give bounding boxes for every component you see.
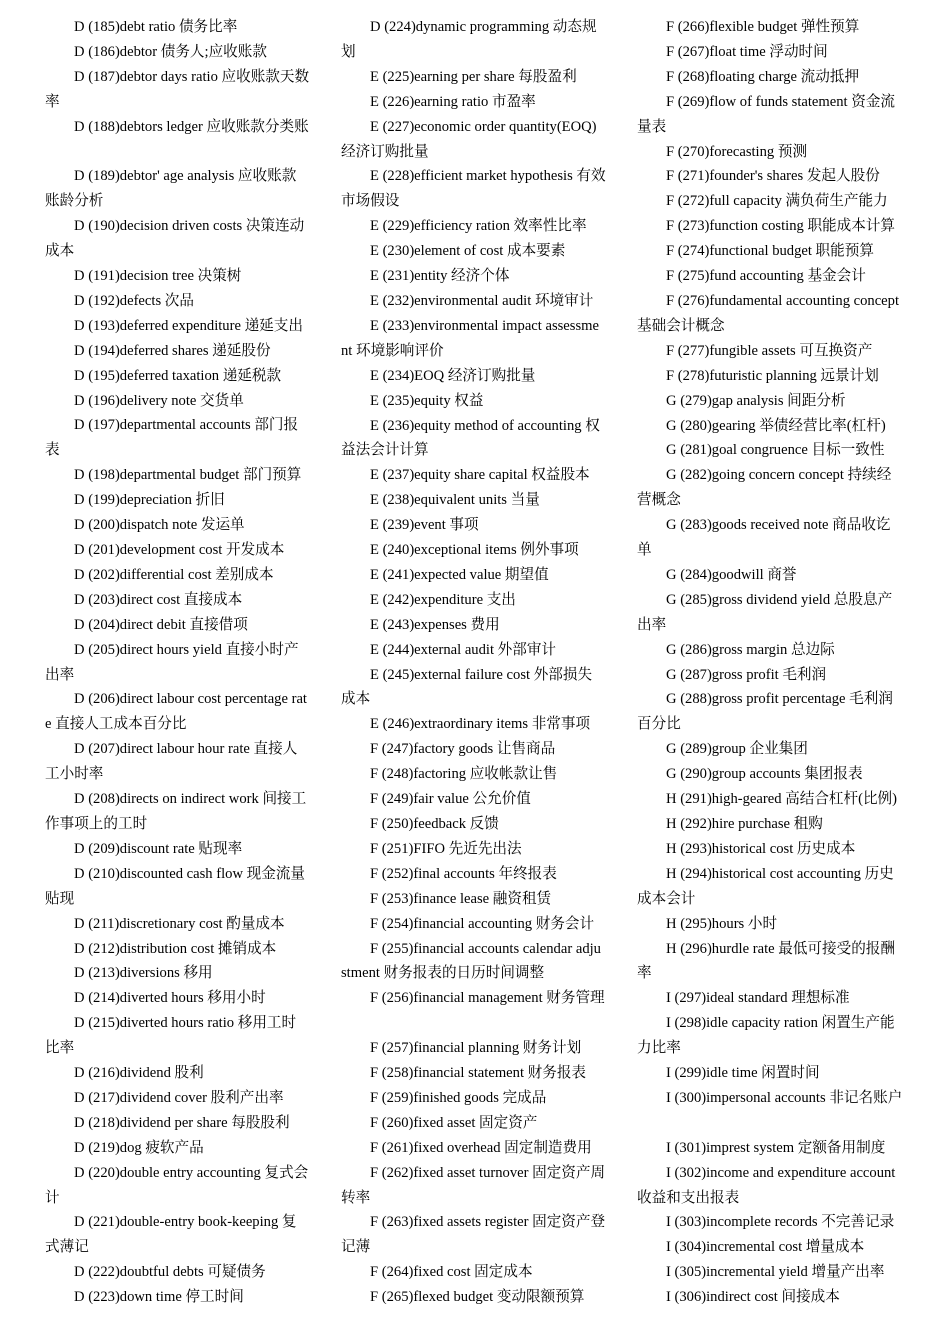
glossary-entry: D (220)double entry accounting 复式会计 (45, 1164, 309, 1206)
glossary-entry: D (200)dispatch note 发运单 (74, 517, 245, 534)
glossary-entry: F (249)fair value 公允价值 (370, 791, 531, 808)
glossary-entry: E (231)entity 经济个体 (370, 268, 510, 285)
glossary-entry: E (238)equivalent units 当量 (370, 492, 540, 509)
glossary-entry: D (221)double-entry book-keeping 复式薄记 (45, 1214, 297, 1256)
glossary-entry: G (286)gross margin 总边际 (666, 641, 835, 658)
glossary-entry: F (272)full capacity 满负荷生产能力 (666, 193, 888, 210)
glossary-column-1 (45, 15, 310, 1310)
glossary-entry: F (255)financial accounts calendar adjustment 财务报表的日历时间调整 (341, 940, 601, 982)
glossary-entry: D (210)discounted cash flow 现金流量贴现 (45, 865, 306, 907)
glossary-entry: F (256)financial management 财务管理 (370, 990, 605, 1007)
glossary-entry: F (268)floating charge 流动抵押 (666, 68, 860, 85)
glossary-entry: D (209)discount rate 贴现率 (74, 840, 243, 857)
glossary-entry: D (196)delivery note 交货单 (74, 392, 244, 409)
glossary-entry: F (261)fixed overhead 固定制造费用 (370, 1139, 592, 1156)
glossary-entry: D (205)direct hours yield 直接小时产出率 (45, 641, 299, 683)
glossary-entry: F (267)float time 浮动时间 (666, 43, 828, 60)
glossary-entry: F (278)futuristic planning 远景计划 (666, 367, 879, 384)
glossary-entry: I (304)incremental cost 增量成本 (666, 1239, 865, 1256)
glossary-entry: F (274)functional budget 职能预算 (666, 243, 874, 260)
glossary-entry: F (257)financial planning 财务计划 (370, 1040, 582, 1057)
glossary-entry: E (240)exceptional items 例外事项 (370, 542, 579, 559)
glossary-entry: E (245)external failure cost 外部损失成本 (341, 666, 593, 708)
glossary-entry: I (299)idle time 闲置时间 (666, 1065, 820, 1082)
glossary-entry: I (303)incomplete records 不完善记录 (666, 1214, 895, 1231)
glossary-entry: E (239)event 事项 (370, 517, 479, 534)
glossary-entry: F (262)fixed asset turnover 固定资产周转率 (341, 1164, 606, 1206)
glossary-entry: F (275)fund accounting 基金会计 (666, 268, 866, 285)
glossary-entry: G (288)gross profit percentage 毛利润百分比 (637, 691, 893, 733)
glossary-entry: E (227)economic order quantity(EOQ) 经济订购批量 (341, 118, 597, 160)
glossary-entry: F (260)fixed asset 固定资产 (370, 1114, 538, 1131)
glossary-entry: D (197)departmental accounts 部门报表 (45, 417, 299, 459)
glossary-entry: G (287)gross profit 毛利润 (666, 666, 827, 683)
glossary-entry: H (291)high-geared 高结合杠杆(比例) (666, 791, 898, 808)
glossary-entry: D (218)dividend per share 每股股利 (74, 1114, 290, 1131)
glossary-entry: D (198)departmental budget 部门预算 (74, 467, 302, 484)
glossary-entry: I (305)incremental yield 增量产出率 (666, 1264, 885, 1281)
glossary-entry: E (234)EOQ 经济订购批量 (370, 367, 536, 384)
glossary-entry: G (280)gearing 举债经营比率(杠杆) (666, 417, 886, 434)
glossary-entry: H (296)hurdle rate 最低可接受的报酬率 (637, 940, 895, 982)
glossary-entry: F (251)FIFO 先近先出法 (370, 840, 522, 857)
glossary-entry: H (294)historical cost accounting 历史成本会计 (637, 865, 894, 907)
glossary-entry: E (236)equity method of accounting 权益法会计计算 (341, 417, 600, 459)
glossary-column-2 (341, 15, 606, 1310)
glossary-entry: F (247)factory goods 让售商品 (370, 741, 556, 758)
glossary-entry: E (241)expected value 期望值 (370, 566, 549, 583)
glossary-entry: D (215)diverted hours ratio 移用工时比率 (45, 1015, 297, 1057)
glossary-entry: F (250)feedback 反馈 (370, 816, 499, 832)
glossary-entry: H (293)historical cost 历史成本 (666, 840, 856, 857)
glossary-entry: I (306)indirect cost 间接成本 (666, 1289, 840, 1306)
glossary-entry: D (219)dog 疲软产品 (74, 1139, 204, 1156)
glossary-entry: F (263)fixed assets register 固定资产登记薄 (341, 1214, 606, 1256)
glossary-entry: D (214)diverted hours 移用小时 (74, 990, 266, 1007)
glossary-entry: D (191)decision tree 决策树 (74, 268, 242, 285)
glossary-entry: E (233)environmental impact assessment 环境影响评价 (341, 317, 599, 359)
glossary-entry: E (244)external audit 外部审计 (370, 641, 557, 658)
glossary-entry: D (187)debtor days ratio 应收账款天数率 (45, 68, 310, 110)
glossary-entry: D (186)debtor 债务人;应收账款 (74, 43, 267, 60)
glossary-entry: F (259)finished goods 完成品 (370, 1089, 547, 1106)
glossary-entry: G (282)going concern concept 持续经营概念 (637, 467, 892, 509)
glossary-entry: G (284)goodwill 商誉 (666, 566, 797, 583)
glossary-entry: I (301)imprest system 定额备用制度 (666, 1139, 886, 1156)
glossary-entry: D (213)diversions 移用 (74, 965, 213, 982)
glossary-entry: F (271)founder's shares 发起人股份 (666, 168, 880, 185)
glossary-entry: F (248)factoring 应收帐款让售 (370, 766, 558, 783)
glossary-entry: F (269)flow of funds statement 资金流量表 (637, 93, 896, 135)
glossary-entry: D (216)dividend 股利 (74, 1065, 204, 1082)
glossary-entry: F (252)final accounts 年终报表 (370, 865, 557, 882)
glossary-entry: F (265)flexed budget 变动限额预算 (370, 1289, 585, 1306)
glossary-entry: D (189)debtor' age analysis 应收账款账龄分析 (45, 168, 297, 210)
glossary-entry: D (192)defects 次品 (74, 292, 194, 309)
glossary-entry: D (203)direct cost 直接成本 (74, 591, 243, 608)
glossary-entry: D (188)debtors ledger 应收账款分类账 (74, 118, 309, 135)
glossary-entry: D (195)deferred taxation 递延税款 (74, 367, 282, 384)
glossary-entry: D (199)depreciation 折旧 (74, 492, 225, 509)
glossary-entry: F (277)fungible assets 可互换资产 (666, 342, 873, 359)
glossary-entry: D (185)debt ratio 债务比率 (74, 19, 238, 35)
glossary-entry: D (202)differential cost 差别成本 (74, 566, 274, 583)
glossary-entry: E (242)expenditure 支出 (370, 591, 516, 608)
glossary-entry: D (204)direct debit 直接借项 (74, 616, 248, 633)
glossary-entry: E (243)expenses 费用 (370, 616, 500, 633)
glossary-entry: H (292)hire purchase 租购 (666, 816, 823, 832)
glossary-entry: E (232)environmental audit 环境审计 (370, 292, 594, 309)
glossary-entry: F (264)fixed cost 固定成本 (370, 1264, 533, 1281)
glossary-entry: E (226)earning ratio 市盈率 (370, 93, 536, 110)
glossary-entry: G (283)goods received note 商品收讫单 (637, 517, 891, 559)
glossary-entry: F (276)fundamental accounting concept 基础会计概念 (637, 292, 900, 334)
glossary-entry: F (253)finance lease 融资租赁 (370, 890, 552, 907)
glossary-entry: D (224)dynamic programming 动态规划 (341, 19, 597, 60)
glossary-entry: D (201)development cost 开发成本 (74, 542, 285, 559)
glossary-entry: G (289)group 企业集团 (666, 741, 808, 758)
glossary-entry: E (235)equity 权益 (370, 392, 484, 409)
glossary-entry: G (285)gross dividend yield 总股息产出率 (637, 591, 893, 633)
glossary-entry: H (295)hours 小时 (666, 915, 778, 932)
glossary-entry: F (273)function costing 职能成本计算 (666, 218, 896, 235)
glossary-entry: I (297)ideal standard 理想标准 (666, 990, 850, 1007)
glossary-entry: D (193)deferred expenditure 递延支出 (74, 317, 303, 334)
glossary-entry: D (190)decision driven costs 决策连动成本 (45, 218, 305, 260)
glossary-entry: F (270)forecasting 预测 (666, 143, 808, 160)
glossary-entry: F (258)financial statement 财务报表 (370, 1065, 587, 1082)
glossary-entry: F (266)flexible budget 弹性预算 (666, 19, 860, 35)
glossary-entry: D (211)discretionary cost 酌量成本 (74, 915, 285, 932)
glossary-entry: D (207)direct labour hour rate 直接人工小时率 (45, 741, 298, 783)
glossary-entry: D (208)directs on indirect work 间接工作事项上的工时 (45, 791, 307, 832)
glossary-entry: E (225)earning per share 每股盈利 (370, 68, 577, 85)
glossary-entry: G (279)gap analysis 间距分析 (666, 392, 846, 409)
glossary-entry: D (222)doubtful debts 可疑债务 (74, 1264, 266, 1281)
glossary-entry: F (254)financial accounting 财务会计 (370, 915, 595, 932)
glossary-entry: E (237)equity share capital 权益股本 (370, 467, 590, 484)
glossary-entry: I (302)income and expenditure account 收益和支出报表 (637, 1164, 896, 1206)
glossary-entry: D (223)down time 停工时间 (74, 1289, 244, 1306)
glossary-entry: G (281)goal congruence 目标一致性 (666, 442, 885, 459)
glossary-entry: D (194)deferred shares 递延股份 (74, 342, 271, 359)
glossary-entry: G (290)group accounts 集团报表 (666, 766, 863, 783)
glossary-entry: I (300)impersonal accounts 非记名账户 (666, 1089, 903, 1106)
glossary-entry: D (217)dividend cover 股利产出率 (74, 1089, 284, 1106)
glossary-entry: D (212)distribution cost 摊销成本 (74, 940, 277, 957)
glossary-entry: E (230)element of cost 成本要素 (370, 243, 566, 260)
glossary-column-3 (637, 15, 905, 1310)
glossary-entry: E (229)efficiency ration 效率性比率 (370, 218, 587, 235)
glossary-entry: D (206)direct labour cost percentage rate 直接人工成本百分比 (45, 691, 307, 733)
glossary-entry: E (246)extraordinary items 非常事项 (370, 716, 591, 733)
glossary-entry: E (228)efficient market hypothesis 有效市场假设 (341, 168, 606, 210)
glossary-entry: I (298)idle capacity ration 闲置生产能力比率 (637, 1015, 895, 1057)
